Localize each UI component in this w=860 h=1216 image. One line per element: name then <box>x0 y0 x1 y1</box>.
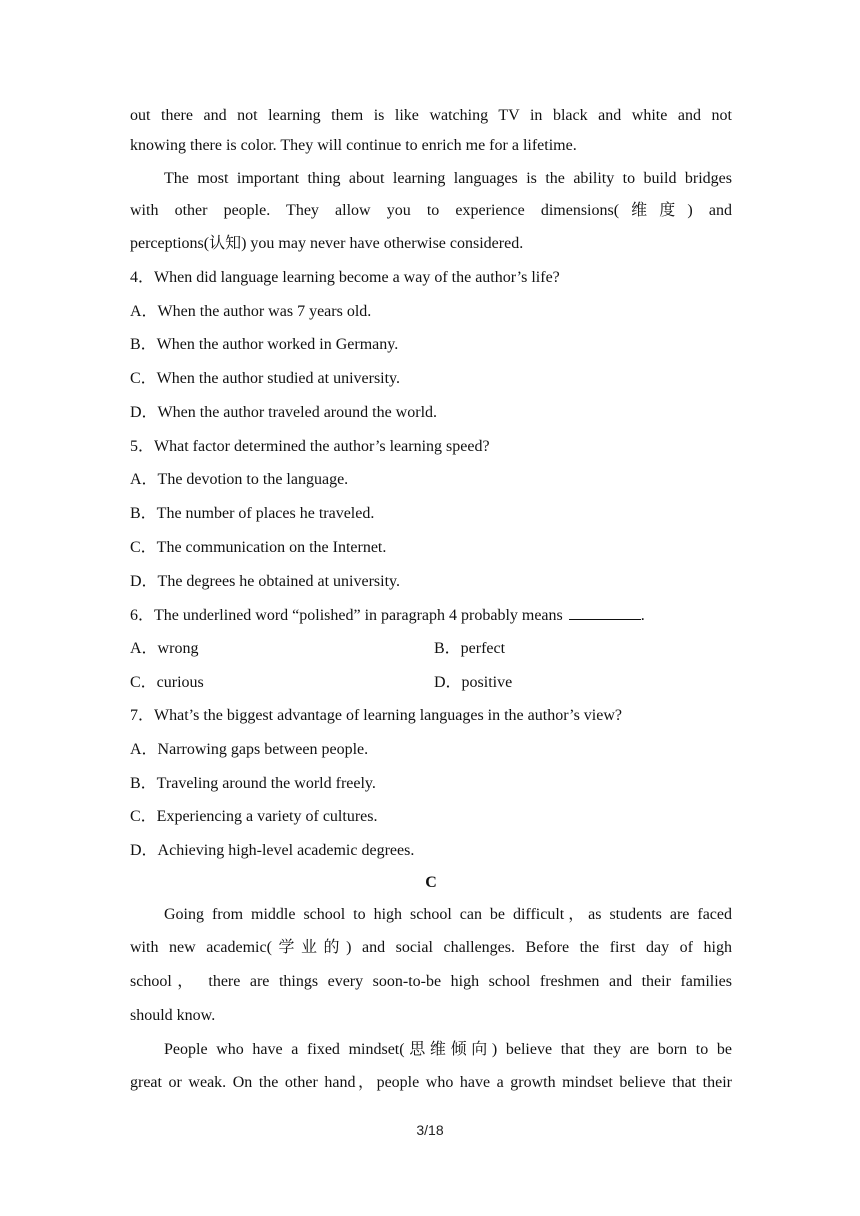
question-5-option-a: A．The devotion to the language. <box>130 471 349 488</box>
question-7-option-a: A．Narrowing gaps between people. <box>130 741 369 758</box>
question-4-option-d: D．When the author traveled around the world. <box>130 404 438 421</box>
question-6-options-row-1 <box>130 639 732 659</box>
question-7-option-b: B．Traveling around the world freely. <box>130 775 376 792</box>
answer-blank <box>569 605 641 620</box>
question-6-stem-end: . <box>640 607 645 624</box>
passage-b-line: knowing there is color. They will continue to enrich me for a lifetime. <box>130 137 577 154</box>
question-6-option-d: D．positive <box>434 674 513 691</box>
question-5-option-c: C．The communication on the Internet. <box>130 539 387 556</box>
passage-b-paragraph-line: perceptions(认知) you may never have otherwise considered. <box>130 235 524 252</box>
passage-c-paragraph-line: should know. <box>130 1007 216 1024</box>
question-5-option-b: B．The number of places he traveled. <box>130 505 375 522</box>
passage-c-paragraph-line: People who have a fixed mindset(思维倾向) believe that they are born to be <box>164 1041 732 1058</box>
passage-b-paragraph-line: The most important thing about learning languages is the ability to build bridges <box>164 170 732 187</box>
question-5-stem: 5．What factor determined the author’s learning speed? <box>130 438 490 455</box>
question-4-stem: 4．When did language learning become a way of the author’s life? <box>130 269 560 286</box>
passage-c-paragraph-line: great or weak. On the other hand，people who have a growth mindset believe that their <box>130 1074 732 1091</box>
question-4-option-c: C．When the author studied at university. <box>130 370 401 387</box>
document-page <box>130 0 732 1216</box>
question-6-stem-text: 6．The underlined word “polished” in paragraph 4 probably means <box>130 607 563 624</box>
section-c-heading: C <box>425 874 437 891</box>
question-7-option-c: C．Experiencing a variety of cultures. <box>130 808 378 825</box>
passage-b-paragraph-line: with other people. They allow you to experience dimensions(维度) and <box>130 202 732 219</box>
passage-c-paragraph-line: Going from middle school to high school can be difficult，as students are faced <box>164 906 732 923</box>
question-6-options-row-2 <box>130 673 732 693</box>
question-6-stem <box>130 605 732 626</box>
passage-c-paragraph-line: school， there are things every soon-to-be high school freshmen and their families <box>130 973 732 990</box>
question-6-option-b: B．perfect <box>434 640 506 657</box>
question-7-stem: 7．What’s the biggest advantage of learning languages in the author’s view? <box>130 707 623 724</box>
page-number: 3/18 <box>416 1122 444 1138</box>
question-7-option-d: D．Achieving high-level academic degrees. <box>130 842 415 859</box>
question-4-option-a: A．When the author was 7 years old. <box>130 303 372 320</box>
question-6-option-c: C．curious <box>130 674 204 691</box>
passage-b-line: out there and not learning them is like watching TV in black and white and not <box>130 107 732 124</box>
question-6-option-a: A．wrong <box>130 640 199 657</box>
passage-c-paragraph-line: with new academic(学业的) and social challenges. Before the first day of high <box>130 939 732 956</box>
question-4-option-b: B．When the author worked in Germany. <box>130 336 399 353</box>
question-5-option-d: D．The degrees he obtained at university. <box>130 573 400 590</box>
